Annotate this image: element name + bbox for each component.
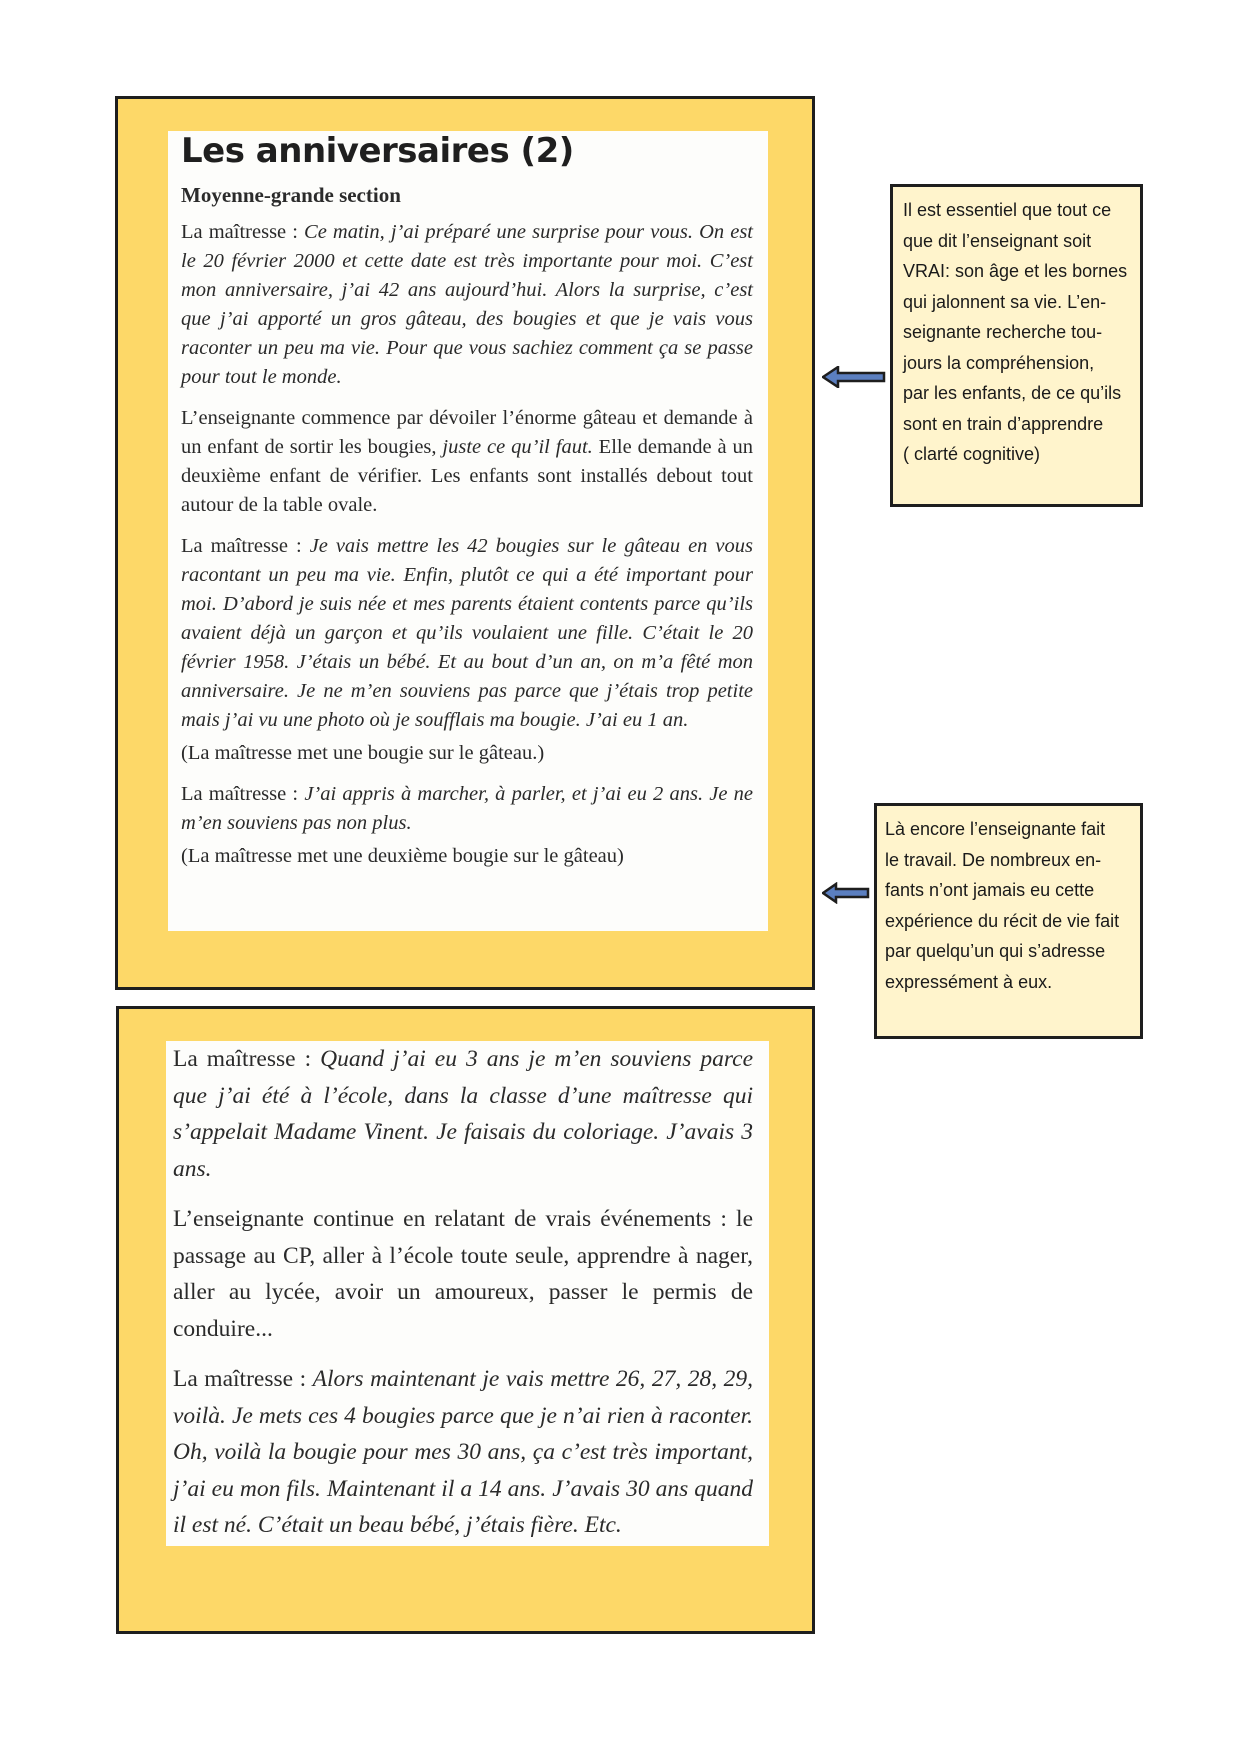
margin-note-1 bbox=[890, 184, 1143, 507]
teacher-speech: Alors maintenant je vais mettre 26, 27, 28, 29, voilà. Je mets ces 4 bougies parce que je n’ai rien à raconter. Oh, voilà la bougie pour mes 30 ans, ça c’est très important, j’ai eu mon fils. Maintenant il a 14 ans. J’avais 30 ans quand il est né. C’était un beau bébé, j’étais fière. Etc. bbox=[173, 1366, 753, 1538]
class-level: Moyenne-grande section bbox=[181, 183, 401, 207]
speaker-label: La maîtresse : bbox=[173, 1366, 313, 1392]
speaker-label: La maîtresse : bbox=[181, 783, 305, 805]
paragraph bbox=[181, 404, 753, 520]
note-line: ( clarté cognitive) bbox=[903, 444, 1041, 464]
paragraph bbox=[173, 1041, 753, 1187]
scanned-excerpt-1 bbox=[168, 131, 768, 931]
speaker-label: La maîtresse : bbox=[181, 221, 305, 243]
scanned-excerpt-2 bbox=[166, 1041, 769, 1546]
note-line: jours la compréhension, bbox=[903, 352, 1095, 373]
note-line: fants n’ont jamais eu cette bbox=[885, 880, 1095, 900]
note-line: qui jalonnent sa vie. L’en- bbox=[903, 291, 1107, 312]
note-line: VRAI: son âge et les bornes bbox=[903, 261, 1128, 281]
teacher-speech: Je vais mettre les 42 bougies sur le gâteau en vous racontant un peu ma vie. Enfin, plutôt ce qui a été important pour moi. D’abord je suis née et mes parents étaient contents parce qu’ils avaient déjà un garçon et qu’ils voulaient une fille. C’était le 20 février 1958. J’étais un bébé. Et au bout d’un an, on m’a fêté mon anniversaire. Je ne m’en souviens pas parce que j’étais trop petite mais j’ai vu une photo où je soufflais ma bougie. J’ai eu 1 an. bbox=[181, 535, 753, 731]
note-line: sont en train d’apprendre bbox=[903, 413, 1104, 434]
note-line: Là encore l’enseignante fait bbox=[885, 819, 1106, 839]
document-title: Les anniversaires (2) bbox=[181, 131, 574, 171]
excerpt-frame-2 bbox=[116, 1006, 815, 1634]
speaker-label: La maîtresse : bbox=[173, 1046, 321, 1072]
note-line: expressément à eux. bbox=[885, 971, 1053, 992]
note-line: Il est essentiel que tout ce bbox=[903, 200, 1112, 220]
paragraph bbox=[173, 1361, 753, 1544]
note-line: le travail. De nombreux en- bbox=[885, 849, 1102, 870]
speaker-label: La maîtresse : bbox=[181, 535, 310, 557]
note-line: par quelqu’un qui s’adresse bbox=[885, 941, 1106, 961]
narration-italic: juste ce qu’il faut. bbox=[442, 436, 593, 458]
note-line: expérience du récit de vie fait bbox=[885, 910, 1120, 931]
stage-direction: (La maîtresse met une deuxième bougie sur le gâteau) bbox=[181, 845, 624, 867]
narration: Elle demande à un deuxième enfant de vérifier. Les enfants sont installés debout tout autour de la table ovale. bbox=[181, 436, 753, 516]
teacher-speech: Ce matin, j’ai préparé une surprise pour vous. On est le 20 février 2000 et cette date est très importante pour moi. C’est mon anniversaire, j’ai 42 ans aujourd’hui. Alors la surprise, c’est que j’ai apporté un gros gâteau, des bougies et que je vais vous raconter un peu ma vie. Pour que vous sachiez comment ça se passe pour tout le monde. bbox=[181, 221, 753, 388]
margin-note-2 bbox=[874, 803, 1143, 1039]
stage-direction: (La maîtresse met une bougie sur le gâteau.) bbox=[181, 742, 545, 764]
teacher-speech: Quand j’ai eu 3 ans je m’en souviens parce que j’ai été à l’école, dans la classe d’une maîtresse qui s’appelait Madame Vinent. Je faisais du coloriage. J’avais 3 ans. bbox=[173, 1046, 754, 1182]
arrow-left-icon bbox=[822, 366, 886, 388]
note-line: par les enfants, de ce qu’ils bbox=[903, 383, 1122, 403]
note-line: que dit l’enseignant soit bbox=[903, 230, 1092, 251]
paragraph bbox=[181, 532, 753, 735]
paragraph bbox=[181, 780, 753, 838]
paragraph bbox=[181, 218, 753, 392]
narration: L’enseignante commence par dévoiler l’énorme gâteau et demande à un enfant de sortir les bougies, bbox=[181, 407, 753, 458]
paragraph: L’enseignante continue en relatant de vrais événements : le passage au CP, aller à l’école toute seule, apprendre à nager, aller au lycée, avoir un amoureux, passer le permis de conduire... bbox=[173, 1206, 753, 1342]
note-line: seignante recherche tou- bbox=[903, 322, 1103, 342]
arrow-left-icon bbox=[822, 882, 870, 904]
teacher-speech: J’ai appris à marcher, à parler, et j’ai eu 2 ans. Je ne m’en souviens pas non plus. bbox=[181, 783, 754, 834]
excerpt-frame-1 bbox=[115, 96, 815, 990]
